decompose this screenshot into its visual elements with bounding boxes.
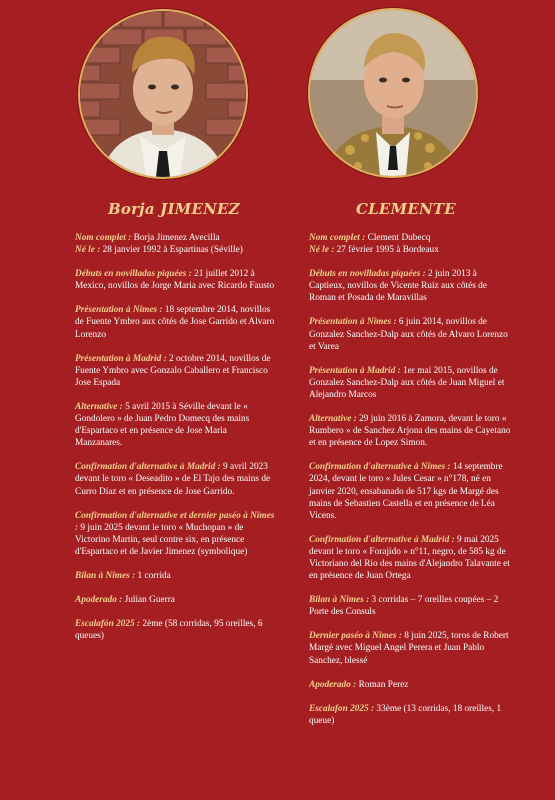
entry-label: Escalafón 2025 : [75, 619, 141, 630]
entry-label: Bilan à Nîmes : [75, 570, 136, 581]
entry-text: 2ème (58 corridas, 95 oreilles, 6 queues) [75, 619, 263, 642]
entry-label: Confirmation d'alternative à Nîmes : [309, 462, 451, 473]
entry-text: 28 janvier 1992 à Espartinas (Séville) [100, 245, 243, 256]
torero-name-left: Borja JIMENEZ [108, 200, 240, 218]
bio-left [75, 232, 275, 654]
entry-text: Roman Perez [356, 679, 409, 690]
entry-label: Alternative : [309, 414, 357, 425]
entry-label: Présentation à Madrid : [309, 365, 401, 376]
bio-entry [75, 618, 275, 642]
entry-label: Nom complet : [309, 233, 366, 243]
bio-entry [309, 630, 514, 666]
entry-text: 1er mai 2015, novillos de Gonzalez Sanchez-Dalp aux côtés de Juan Miguel et Alejandro Marcos [309, 365, 505, 400]
entry-text: 5 avril 2015 à Séville devant le « Gondolero » de Juan Pedro Domecq des mains d'Espartaco et en présence de Jose Maria Manzanares. [75, 401, 250, 449]
bio-entry [75, 570, 275, 582]
bio-entry [75, 510, 275, 558]
entry-text: 2 juin 2013 à Captieux, novillos de Vicente Ruiz aux côtés de Roman et Posada de Maravillas [309, 269, 487, 304]
entry-label: Escalafon 2025 : [309, 703, 375, 714]
entry-text: 3 corridas – 7 oreilles coupées – 2 Porte des Consuls [309, 595, 499, 618]
entry-text: 9 avril 2023 devant le toro « Deseadito » de El Tajo des mains de Curro Díaz et en présence de Jose Garrido. [75, 462, 271, 497]
bio-entry [75, 268, 275, 292]
bio-entry [309, 703, 514, 727]
entry-label: Confirmation d'alternative à Madrid : [309, 534, 455, 545]
entry-text: 33ème (13 corridas, 18 oreilles, 1 queue) [309, 703, 502, 726]
entry-text: 1 corrida [135, 570, 171, 581]
bio-entry [75, 353, 275, 389]
entry-label: Débuts en novilladas piquées : [75, 269, 192, 280]
bio-right [309, 232, 514, 739]
bio-entry [75, 594, 275, 606]
entry-label: Né le : [309, 245, 335, 256]
entry-label: Débuts en novilladas piquées : [309, 269, 426, 280]
bio-entry [75, 304, 275, 340]
entry-label: Dernier paséo à Nîmes : [309, 631, 402, 642]
entry-label: Présentation à Nîmes : [75, 305, 163, 316]
entry-label: Présentation à Nîmes : [309, 317, 397, 328]
bio-entry [309, 268, 514, 304]
entry-label: Présentation à Madrid : [75, 353, 167, 364]
bio-entry [309, 679, 514, 691]
bio-entry [309, 244, 514, 256]
bio-entry [309, 534, 514, 582]
entry-text: 18 septembre 2014, novillos de Fuente Ymbro aux côtés de Jose Garrido et Alvaro Lorenzo [75, 305, 275, 340]
bio-entry [309, 365, 514, 401]
torero-name-right: CLEMENTE [356, 200, 456, 218]
entry-label: Apoderado : [75, 595, 123, 606]
bio-entry [309, 461, 514, 521]
entry-label: Confirmation d'alternative à Madrid : [75, 462, 221, 473]
entry-text: Borja Jimenez Avecilla [131, 233, 220, 243]
entry-text: Julian Guerra [122, 595, 175, 606]
bio-entry [75, 461, 275, 497]
bio-entry [75, 232, 275, 244]
entry-label: Confirmation d'alternative et dernier paséo à Nîmes : [75, 510, 275, 533]
entry-text: 8 juin 2025, toros de Robert Margé avec Miguel Angel Perera et Juan Pablo Sanchez, blessé [309, 631, 509, 666]
entry-text: 21 juillet 2012 à Mexico, novillos de Jorge Maria avec Ricardo Fausto [75, 269, 275, 292]
entry-text: 9 juin 2025 devant le toro « Muchopan » de Victorino Martin, seul contre six, en présence d'Espartaco et de Javier Jimenez (symbolique) [75, 522, 248, 557]
entry-text: 6 juin 2014, novillos de Gonzalez Sanchez-Dalp aux côtés de Alvaro Lorenzo et Varea [309, 317, 508, 352]
bio-entry [75, 244, 275, 256]
entry-text: 27 février 1995 à Bordeaux [334, 245, 439, 256]
entry-text: 29 juin 2016 à Zamora, devant le toro « Rumbero » de Sanchez Arjona des mains de Cayetano et en présence de Lopez Simon. [309, 414, 511, 449]
entry-label: Nom complet : [75, 233, 132, 243]
entry-label: Bilan à Nîmes : [309, 595, 370, 606]
portrait-clemente [308, 8, 478, 178]
entry-label: Né le : [75, 245, 101, 256]
entry-text: 9 mai 2025 devant le toro « Forajido » n°11, negro, de 585 kg de Victoriano del Rio des mains d'Alejandro Talavante et en présence de Juan Ortega [309, 534, 510, 582]
portrait-borja-jimenez [78, 9, 248, 179]
bio-entry [309, 594, 514, 618]
entry-label: Alternative : [75, 401, 123, 412]
bio-entry [309, 413, 514, 449]
entry-text: Clement Dubecq [365, 233, 431, 243]
entry-label: Apoderado : [309, 679, 357, 690]
entry-text: 14 septembre 2024, devant le toro « Jules Cesar » n°178, né en janvier 2020, ensabanado de 517 kgs de Margé des mains de Sebastien Castella et en présence de Léa Vicens. [309, 462, 503, 521]
bio-entry [309, 316, 514, 352]
bio-entry [75, 401, 275, 449]
entry-text: 2 octobre 2014, novillos de Fuente Ymbro avec Gonzalo Caballero et Francisco Jose Espada [75, 353, 271, 388]
bio-entry [309, 232, 514, 244]
